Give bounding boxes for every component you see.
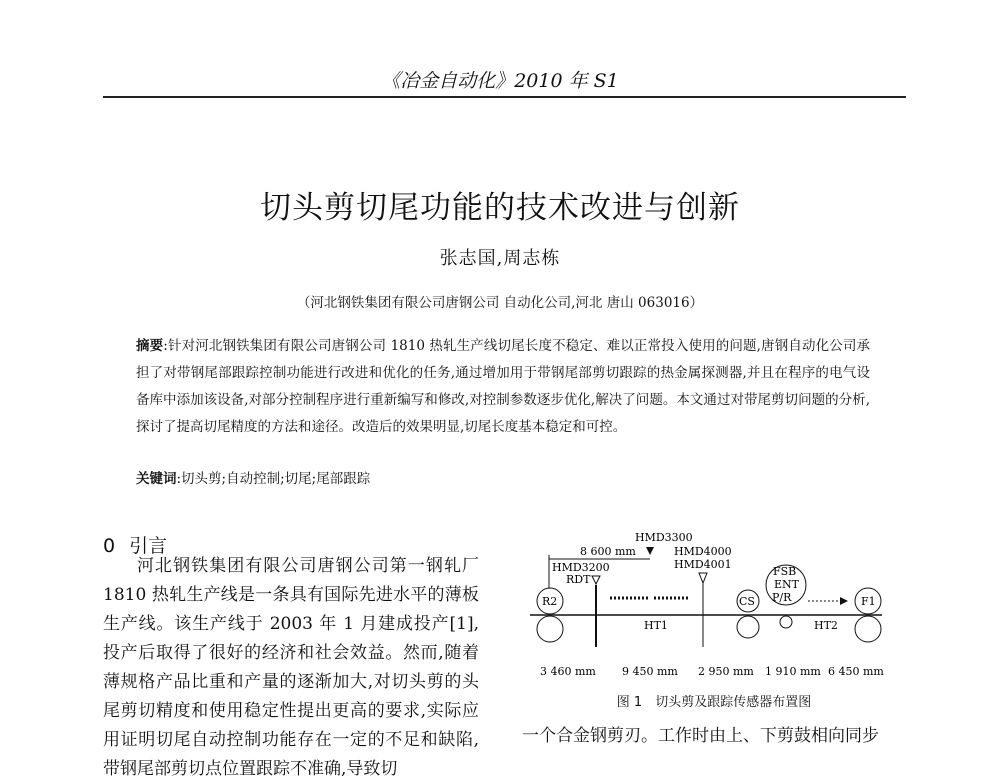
paper-affiliation: （河北钢铁集团有限公司唐钢公司 自动化公司,河北 唐山 063016） <box>296 295 704 311</box>
paper-authors: 张志国,周志栋 <box>439 248 561 269</box>
dim-label-1: 3 460 mm <box>540 665 596 678</box>
abstract <box>136 333 870 441</box>
label-hmd4000: HMD4000 <box>674 545 732 558</box>
f1-stand-lower <box>855 616 881 642</box>
paper-title: 切头剪切尾功能的技术改进与创新 <box>260 190 740 226</box>
dim-label-2: 9 450 mm <box>622 665 678 678</box>
dim-label-4: 1 910 mm <box>765 665 821 678</box>
journal-header: 《冶金自动化》2010 年 S1 <box>381 70 619 92</box>
dim-label-3: 2 950 mm <box>698 665 754 678</box>
keywords <box>136 467 870 487</box>
section-number: 0 <box>103 535 116 557</box>
label-fsb: FSB <box>773 565 797 578</box>
dim-label-5: 6 450 mm <box>828 665 884 678</box>
figure-1-diagram <box>522 525 906 685</box>
sensor-hmd4001-marker <box>699 573 707 583</box>
label-hmd3300: HMD3300 <box>635 531 693 544</box>
label-rdt: RDT <box>566 573 591 586</box>
section-title: 引言 <box>129 535 168 557</box>
label-hmd3200: HMD3200 <box>552 561 610 574</box>
label-hmd4001: HMD4001 <box>674 558 732 571</box>
cs-shear-lower <box>737 616 759 638</box>
header-rule <box>103 96 906 98</box>
sensor-rdt-marker <box>592 576 600 584</box>
r2-stand-lower <box>537 616 563 642</box>
label-cs: CS <box>739 595 755 608</box>
abstract-text: :针对河北钢铁集团有限公司唐钢公司 1810 热轧生产线切尾长度不稳定、难以正常投入使用的问题,唐钢自动化公司承担了对带钢尾部跟踪控制功能进行改进和优化的任务,通过增加用于带钢尾部剪切跟踪的热金属探测器,并且在程序的电气设备库中添加该设备,对部分控制程序进行重新编写和修改,对控制参数逐步优化,解决了问题。本文通过对带尾剪切问题的分析,探讨了提高切尾精度的方法和途径。改造后的效果明显,切尾长度基本稳定和可控。 <box>136 338 871 435</box>
body-paragraph: 河北钢铁集团有限公司唐钢公司第一钢轧厂 1810 热轧生产线是一条具有国际先进水平的薄板生产线。该生产线于 2003 年 1 月建成投产[1],投产后取得了很好的经济和社会效益。然而,随着薄规格产品比重和产量的逐渐加大,对切头剪的头尾剪切精度和使用稳定性提出更高的要求,实际应用证明切尾自动控制功能存在一定的不足和缺陷,带钢尾部剪切点位置跟踪不准确,导致切 <box>103 556 479 779</box>
pinch-roll-lower <box>780 616 792 628</box>
arrow-head <box>840 597 848 605</box>
abstract-label: 摘要 <box>136 338 164 354</box>
label-ht2: HT2 <box>814 619 838 632</box>
sensor-hmd3300-marker <box>646 547 654 555</box>
label-pr: P/R <box>772 591 792 604</box>
keywords-text: :切头剪;自动控制;切尾;尾部跟踪 <box>176 471 371 487</box>
figure-caption: 图 1 切头剪及跟踪传感器布置图 <box>616 695 812 710</box>
label-r2: R2 <box>542 595 558 608</box>
label-ht1: HT1 <box>644 619 668 632</box>
label-ent: ENT <box>774 578 799 591</box>
label-f1: F1 <box>861 595 876 608</box>
label-dist8600: 8 600 mm <box>580 545 636 558</box>
right-column-text: 一个合金钢剪刃。工作时由上、下剪鼓相向同步 <box>522 726 879 746</box>
section-body <box>103 552 479 784</box>
keywords-label: 关键词 <box>136 471 177 487</box>
